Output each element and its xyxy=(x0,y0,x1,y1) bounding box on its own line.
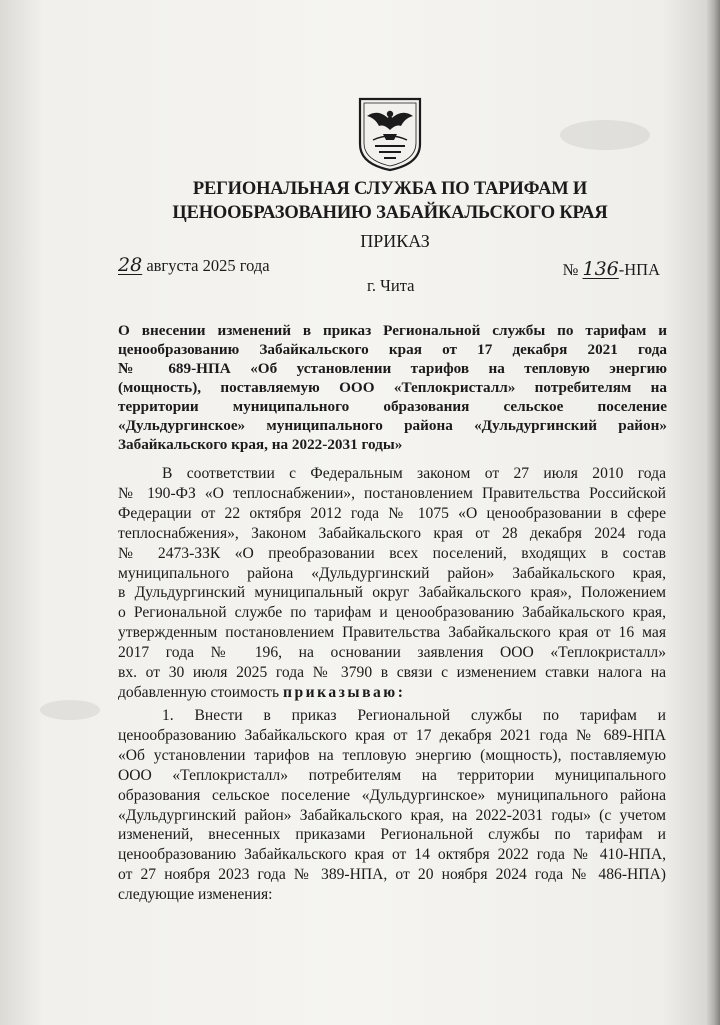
title-line: территории муниципального образования сельское поселение xyxy=(118,398,667,415)
title-line: О внесении изменений в приказ Региональной службы по тарифам и xyxy=(118,322,667,339)
preamble-line: В соответствии с Федеральным законом от 27 июля 2010 года xyxy=(162,465,666,482)
command-word: приказываю: xyxy=(282,683,406,701)
item-line: ценообразованию Забайкальского края от 17 декабря 2021 года № 689-НПА xyxy=(118,726,666,744)
scan-edge-shadow xyxy=(706,0,720,1025)
preamble-line: вх. от 30 июля 2025 года № 3790 в связи с изменением ставки налога на xyxy=(118,664,666,682)
item-line: образования сельское поселение «Дульдургинское» муниципального района xyxy=(118,786,666,804)
item-line: ценообразованию Забайкальского края от 14 октября 2022 года № 410-НПА, xyxy=(118,846,666,864)
preamble-line: теплоснабжения», Законом Забайкальского края от 28 декабря 2024 года xyxy=(118,524,666,542)
date-text: августа 2025 года xyxy=(142,256,270,275)
preamble-paragraph xyxy=(118,464,666,703)
title-line: (мощность), поставляемую ООО «Теплокристалл» потребителям на xyxy=(118,379,667,396)
title-line: Забайкальского края, на 2022-2031 годы» xyxy=(118,436,403,453)
preamble-line: 2017 года № 196, на основании заявления ООО «Теплокристалл» xyxy=(118,644,666,662)
title-line: «Дульдургинское» муниципального района «Дульдургинский район» xyxy=(118,417,667,434)
preamble-text: добавленную стоимость xyxy=(118,683,283,701)
preamble-line: № 2473-ЗЗК «О преобразовании всех поселений, входящих в состав xyxy=(118,544,666,562)
handwritten-day: 28 xyxy=(118,254,143,276)
number-prefix: № xyxy=(562,260,583,279)
org-name-line-1: РЕГИОНАЛЬНАЯ СЛУЖБА ПО ТАРИФАМ И xyxy=(192,179,588,199)
handwritten-number: 136 xyxy=(582,258,619,280)
preamble-line: муниципального района «Дульдургинский район» Забайкальского края, xyxy=(118,564,666,582)
number-suffix: -НПА xyxy=(618,260,660,279)
item-line: ООО «Теплокристалл» потребителям на территории муниципального xyxy=(118,766,666,784)
preamble-line xyxy=(118,683,666,703)
item-line: следующие изменения: xyxy=(118,886,273,904)
scan-smudge xyxy=(560,120,650,150)
item-line: изменений, внесенных приказами Региональной службы по тарифам и xyxy=(118,826,666,844)
preamble-line: о Региональной службе по тарифам и ценообразованию Забайкальского края, xyxy=(118,604,666,622)
preamble-line: № 190-ФЗ «О теплоснабжении», постановлением Правительства Российской xyxy=(118,484,666,502)
item-line: «Об установлении тарифов на тепловую энергию (мощность), поставляемую xyxy=(118,746,666,764)
preamble-line: в Дульдургинский муниципальный округ Забайкальского края», Положением xyxy=(118,584,666,602)
preamble-line: Федерации от 22 октября 2012 года № 1075 «О ценообразовании в сфере xyxy=(118,504,666,522)
item-line: 1. Внести в приказ Региональной службы по тарифам и xyxy=(162,707,666,724)
document-type: ПРИКАЗ xyxy=(360,231,430,251)
title-line: ценообразованию Забайкальского края от 17 декабря 2021 года xyxy=(118,341,667,358)
order-number xyxy=(563,258,660,280)
scan-smudge xyxy=(40,700,100,720)
city: г. Чита xyxy=(367,276,415,295)
title-line: № 689-НПА «Об установлении тарифов на тепловую энергию xyxy=(118,360,667,377)
org-name-line-2: ЦЕНООБРАЗОВАНИЮ ЗАБАЙКАЛЬСКОГО КРАЯ xyxy=(172,203,608,223)
order-date xyxy=(118,254,270,276)
order-title xyxy=(118,321,667,454)
item-line: от 27 ноября 2023 года № 389-НПА, от 20 ноября 2024 года № 486-НПА) xyxy=(118,866,666,884)
item-1-paragraph xyxy=(118,706,666,905)
preamble-line: утвержденным постановлением Правительства Забайкальского края от 16 мая xyxy=(118,624,666,642)
coat-of-arms-icon xyxy=(357,96,423,172)
item-line: «Дульдургинский район» Забайкальского края, на 2022-2031 годы» (с учетом xyxy=(118,806,666,824)
